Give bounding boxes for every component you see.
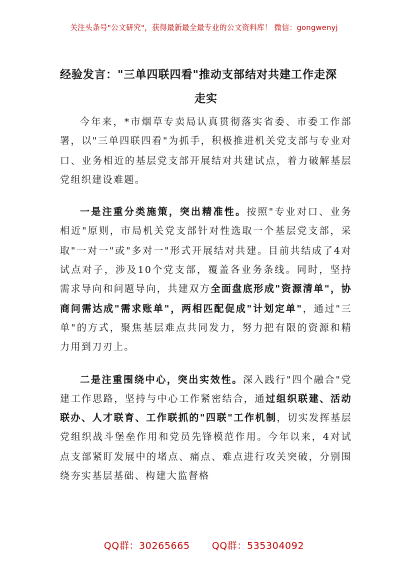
footer-contact	[0, 538, 408, 552]
point-1-text-a: 按照"专业对口、业务相近"原则，市局机关党支部针对性选取一个基层党支部，采取"一对一"或"多对一"形式开展结对共建。目前共结成了4对试点对子，涉及10个党支部，覆盖各业务条线。同时，坚持需求导向和问题导向，共建双方	[60, 207, 353, 296]
point-2-text-a: 深入践行"四个融合"党建工作思路，坚持与中心工作紧密结合，通	[60, 374, 352, 405]
title-line-2: 走实	[194, 92, 218, 105]
document-body	[60, 113, 352, 499]
footer-qq-group-1: QQ群：30265665	[103, 541, 190, 552]
document-title	[60, 63, 352, 111]
point-1-bold-phrase: 全面盘底形成"资源清单"，协商问需达成"需求账单"，两相匹配促成"计划定单"	[60, 284, 352, 315]
point-2-bold-phrase: 过组织联建、活动联办、人才联育、工作联抓的"四联"工作机制	[60, 393, 352, 425]
point-1-text-b: ，通过"三单"的方式，聚焦基层难点共同发力，努力把有限的资源和精力用到刀刃上。	[60, 303, 352, 354]
header-notice: 关注头条号"公文研究"，获得最新最全最专业的公文资料库！ 微信：gongwenyj	[70, 23, 338, 32]
footer-qq-group-2: QQ群：535304092	[211, 541, 305, 552]
paragraph-intro-text: 今年来，*市烟草专卖局认真贯彻落实省委、市委工作部署，以"三单四联四看"为抓手，积极推进机关党支部与专业对口、业务相近的基层党支部开展结对共建试点，着力破解基层党组织建设难题。	[60, 117, 352, 186]
point-2-text-b: ，切实发挥基层党组织战斗堡垒作用和党员先锋模范作用。今年以来，4对试点支部紧盯发展中的堵点、痛点、难点进行攻关突破，分别围绕夯实基层基础、构建大监督格	[60, 413, 352, 483]
paragraph-point-1	[60, 203, 352, 357]
paragraph-point-2	[60, 371, 352, 487]
point-1-heading: 一是注重分类施策，突出精准性。	[80, 207, 247, 219]
title-line-1: 经验发言："三单四联四看"推动支部结对共建工作走深	[60, 68, 337, 81]
point-2-heading: 二是注重围绕中心，突出实效性。	[80, 374, 243, 386]
paragraph-intro	[60, 113, 352, 190]
